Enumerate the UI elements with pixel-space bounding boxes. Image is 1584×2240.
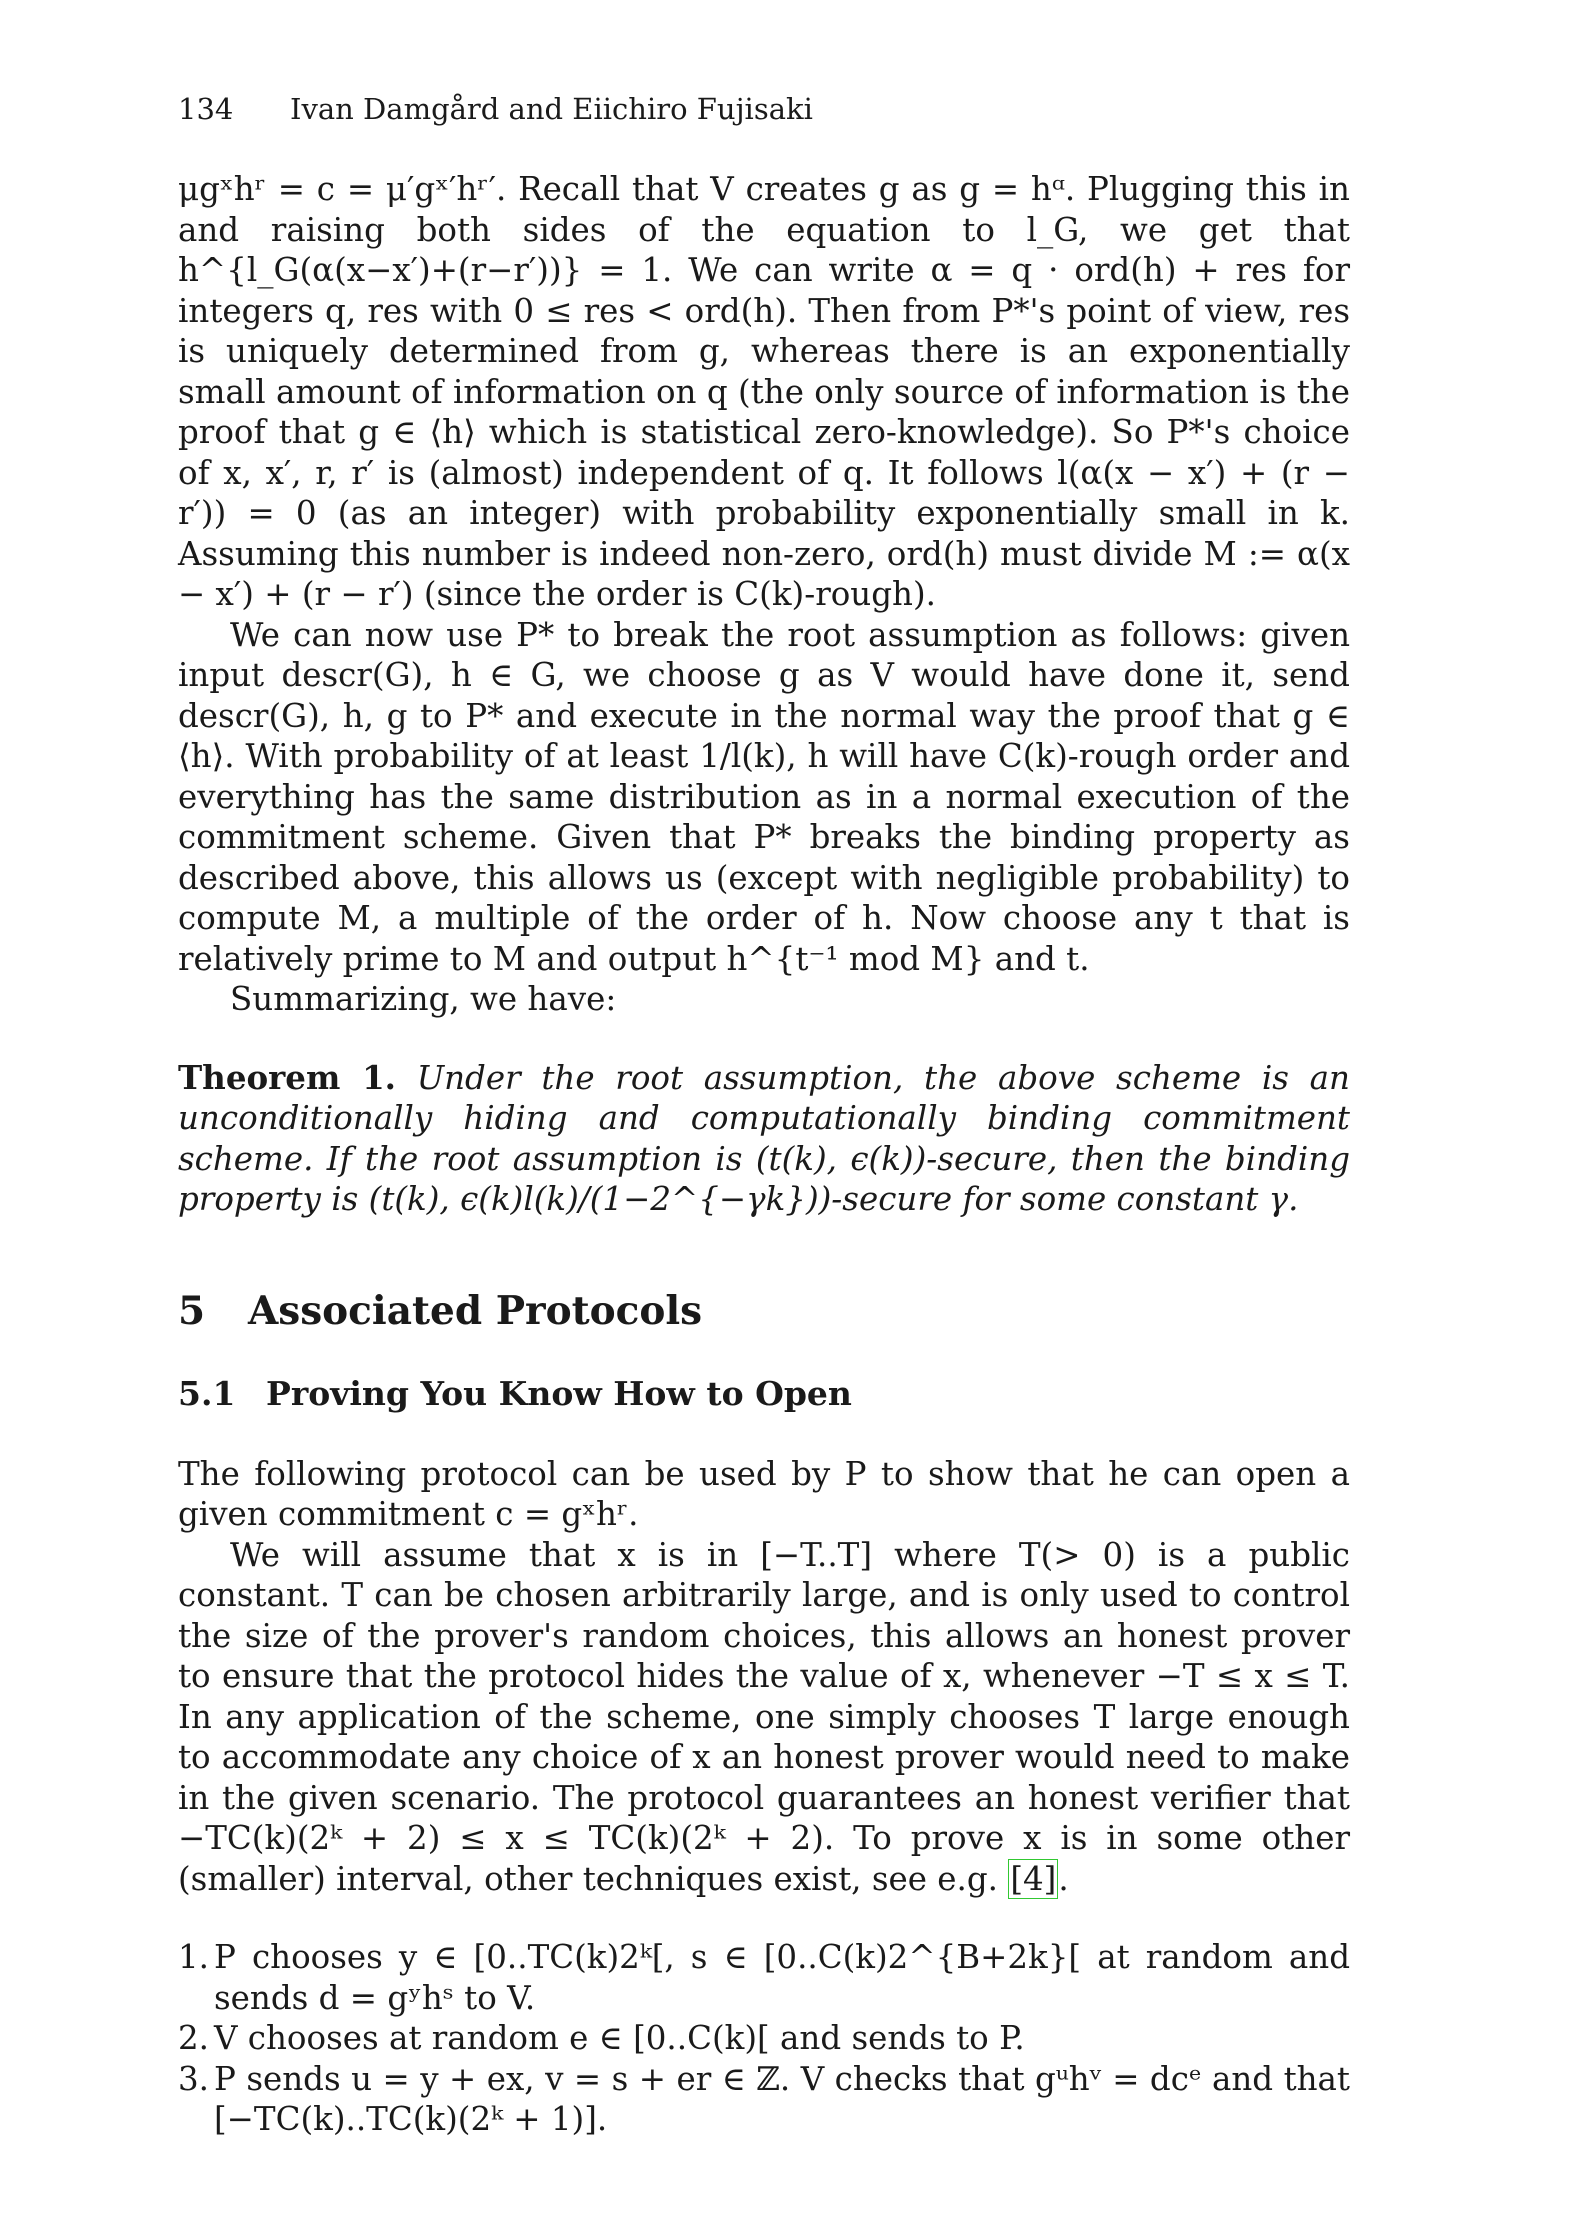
paragraph-assumption-text: We will assume that x is in [−T..T] where T(> 0) is a public constant. T can be chosen arbitrarily large, and is only used to control the size of the prover's random choices, this allows an honest prover to ensure that the protocol hides the value of x, whenever −T ≤ x ≤ T. In any application of the scheme, one simply chooses T large enough to accommodate any choice of x an honest prover would need to make in the given scenario. The protocol guarantees an honest verifier that −TC(k)(2ᵏ + 2) ≤ x ≤ TC(k)(2ᵏ + 2). To prove x is in some other (smaller) interval, other techniques exist, see e.g. <box>178 1535 1350 1898</box>
running-header <box>178 92 1350 126</box>
paragraph-assumption-on-x <box>178 1535 1350 1900</box>
list-item <box>178 2018 1350 2059</box>
subsection-heading <box>178 1374 1350 1414</box>
step-number: 3. <box>178 2059 210 2098</box>
paragraph-summarizing: Summarizing, we have: <box>230 980 617 1018</box>
subsection-number: 5.1 <box>178 1373 236 1413</box>
step-text: V chooses at random e ∈ [0..C(k)[ and sends to P. <box>214 2019 1025 2057</box>
page-number: 134 <box>178 92 234 126</box>
theorem-1 <box>178 1058 1350 1220</box>
section-title: Associated Protocols <box>248 1287 703 1334</box>
paragraph-break-root-assumption: We can now use P* to break the root assumption as follows: given input descr(G), h ∈ G, we choose g as V would have done it, send descr(G), h, g to P* and execute in the normal way the proof that g ∈ ⟨h⟩. With probability of at least 1/l(k), h will have C(k)-rough order and everything has the same distribution as in a normal execution of the commitment scheme. Given that P* breaks the binding property as described above, this allows us (except with negligible probability) to compute M, a multiple of the order of h. Now choose any t that is relatively prime to M and output h^{t⁻¹ mod M} and t. <box>178 615 1350 978</box>
running-authors: Ivan Damgård and Eiichiro Fujisaki <box>290 92 813 126</box>
paragraph-assumption-end: . <box>1058 1859 1069 1898</box>
paper-page <box>178 92 1350 2140</box>
section-heading <box>178 1288 1350 1334</box>
list-item <box>178 1937 1350 2018</box>
step-number: 1. <box>178 1938 210 1976</box>
theorem-statement: Under the root assumption, the above scheme is an unconditionally hiding and computationally binding commitment scheme. If the root assumption is (t(k), ϵ(k))-secure, then the binding property is (t(k), ϵ(k)l(k)/(1−2^{−γk}))-secure for some constant γ. <box>178 1058 1350 1218</box>
list-item <box>178 2059 1350 2140</box>
citation-link[interactable]: [4] <box>1010 1859 1057 1898</box>
protocol-steps-list <box>178 1937 1350 2140</box>
theorem-label: Theorem 1. <box>178 1057 396 1097</box>
paragraph-protocol-intro: The following protocol can be used by P to show that he can open a given commitment c = gˣhʳ. <box>178 1454 1350 1533</box>
section-number: 5 <box>178 1287 206 1334</box>
step-number: 2. <box>178 2019 210 2057</box>
subsection-title: Proving You Know How to Open <box>266 1373 852 1413</box>
paragraph-proof-continuation: μgˣhʳ = c = μ′gˣ′hʳ′. Recall that V creates g as g = hᵅ. Plugging this in and raising both sides of the equation to l_G, we get that h^{l_G(α(x−x′)+(r−r′))} = 1. We can write α = q · ord(h) + res for integers q, res with 0 ≤ res < ord(h). Then from P*'s point of view, res is uniquely determined from g, whereas there is an exponentially small amount of information on q (the only source of information is the proof that g ∈ ⟨h⟩ which is statistical zero-knowledge). So P*'s choice of x, x′, r, r′ is (almost) independent of q. It follows l(α(x − x′) + (r − r′)) = 0 (as an integer) with probability exponentially small in k. Assuming this number is indeed non-zero, ord(h) must divide M := α(x − x′) + (r − r′) (since the order is C(k)-rough). <box>178 170 1350 613</box>
step-text: P chooses y ∈ [0..TC(k)2ᵏ[, s ∈ [0..C(k)2^{B+2k}[ at random and sends d = gʸhˢ to V. <box>214 1938 1350 2017</box>
step-text: P sends u = y + ex, v = s + er ∈ ℤ. V checks that gᵘhᵛ = dcᵉ and that [−TC(k)..TC(k)(2ᵏ + 1)]. <box>214 2059 1350 2138</box>
